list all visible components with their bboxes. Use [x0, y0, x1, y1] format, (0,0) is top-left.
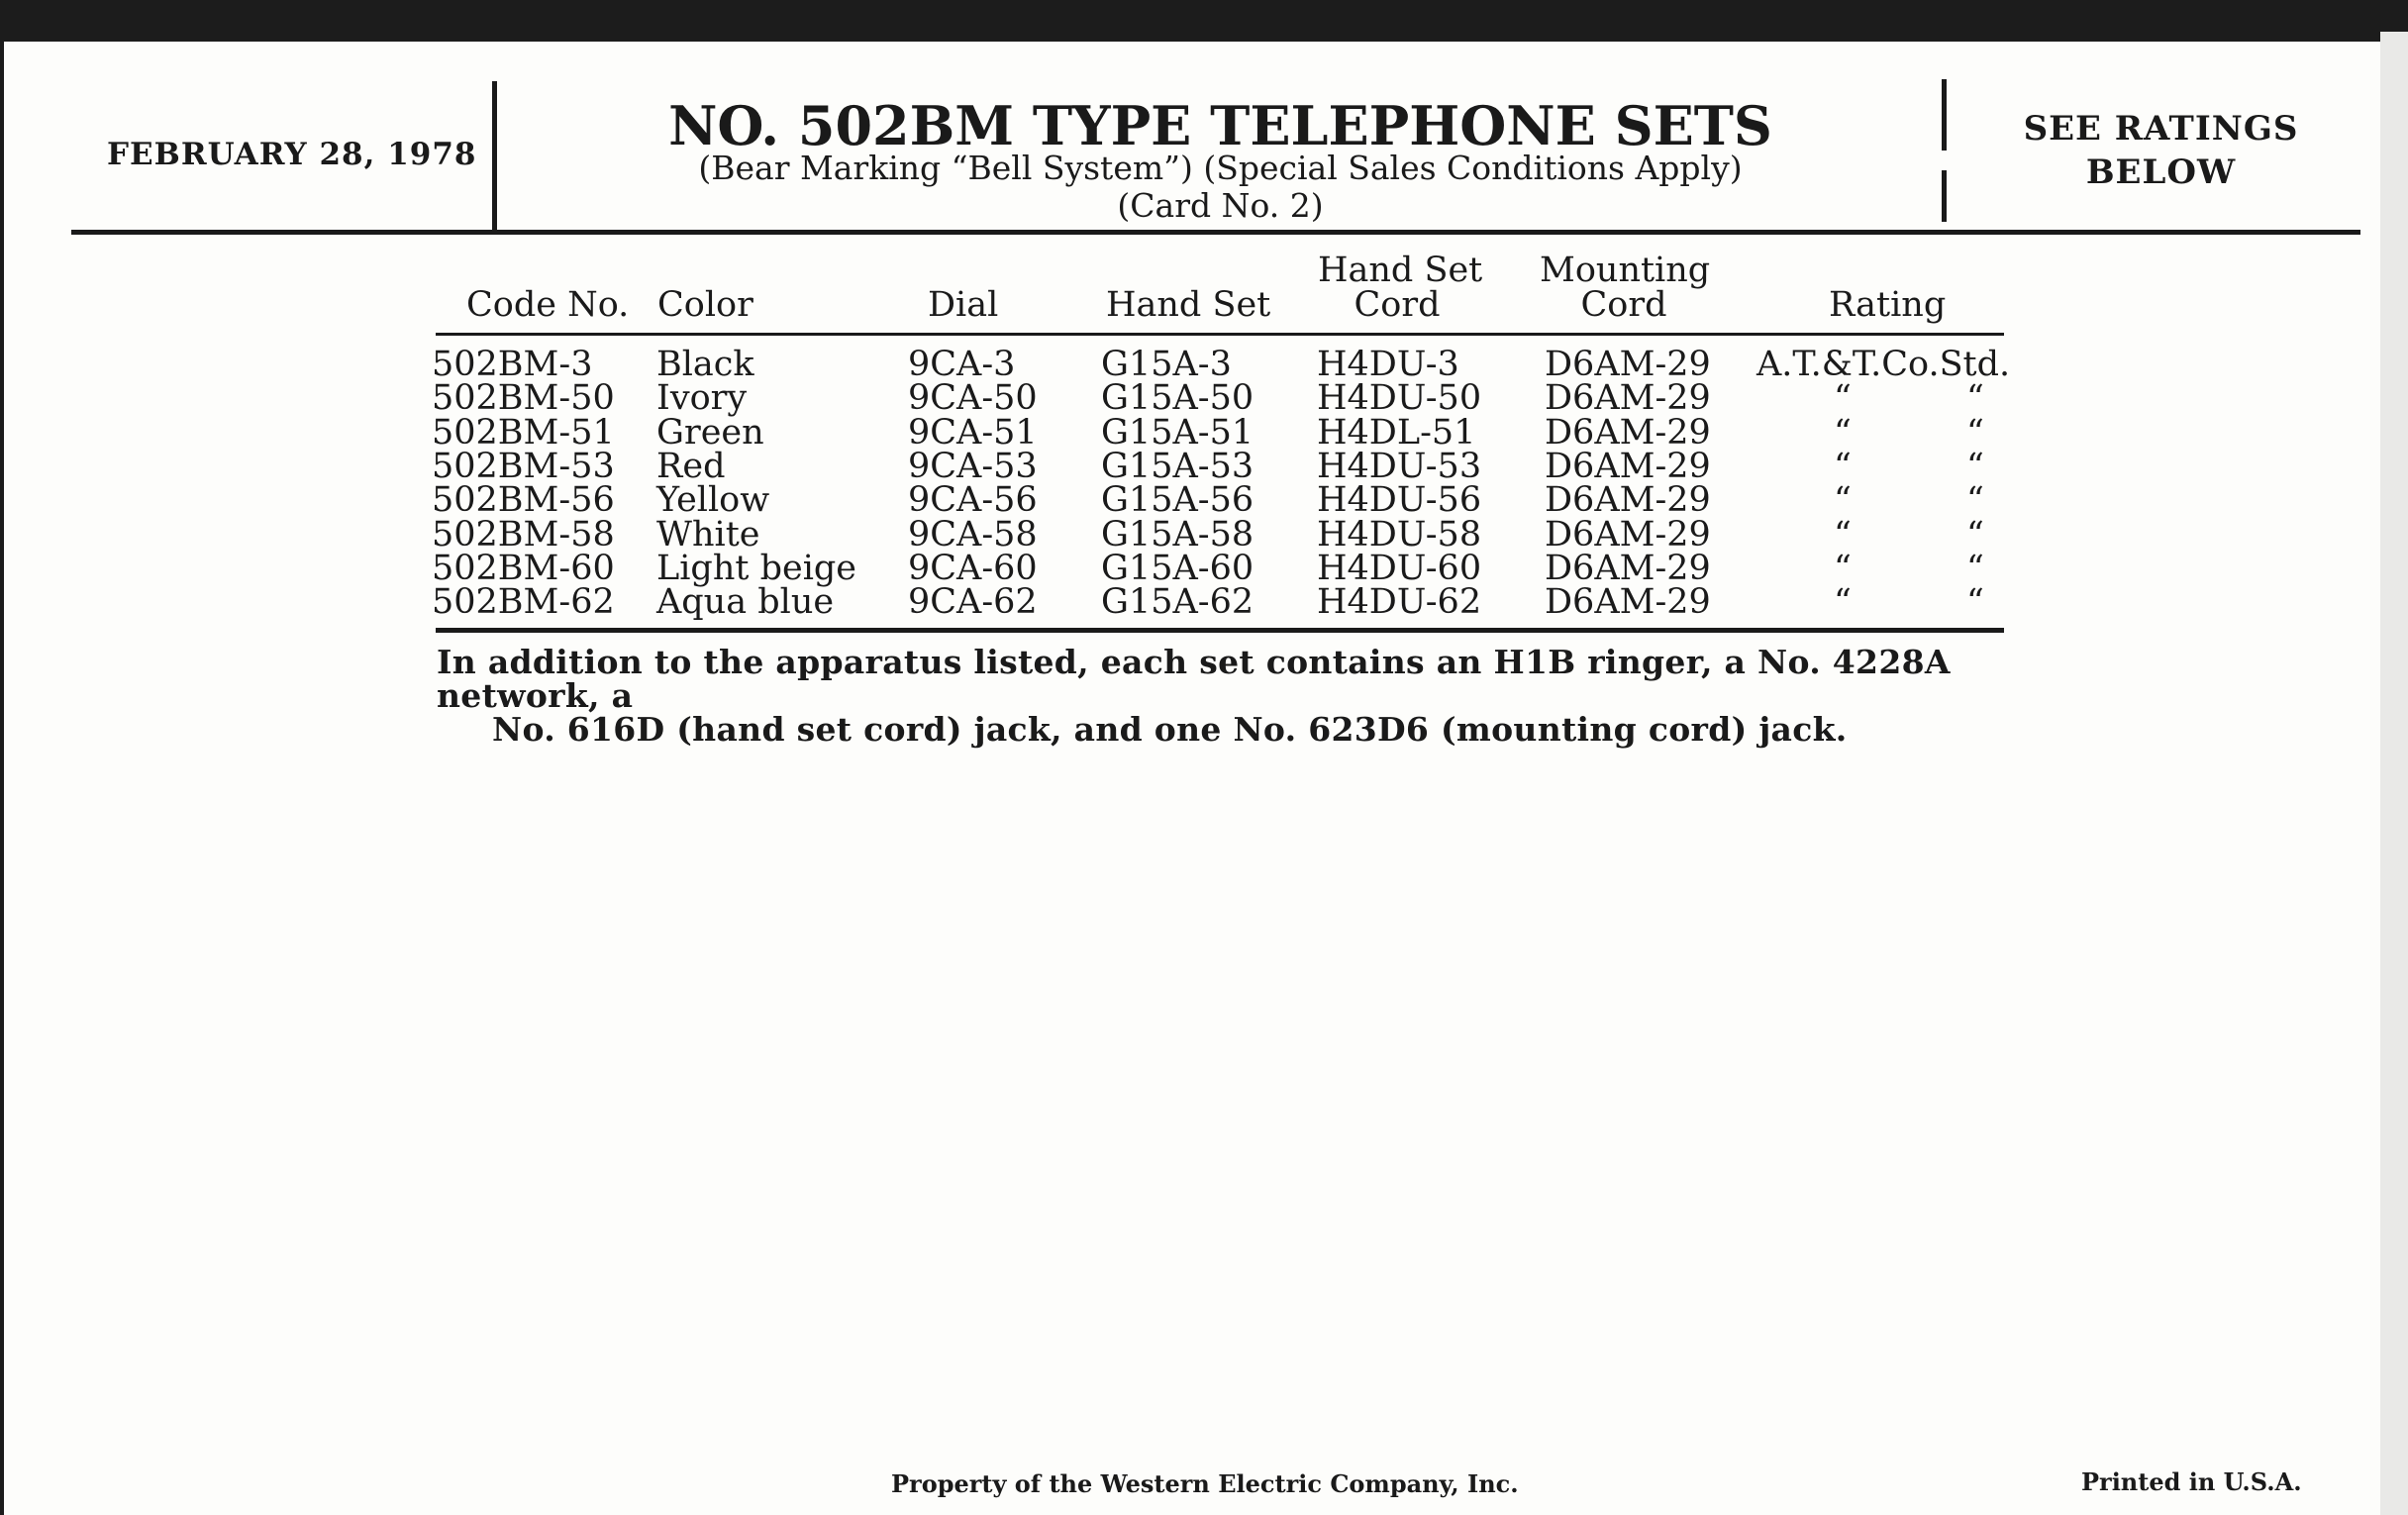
cell-code: 502BM-51 — [432, 412, 615, 453]
cell-rating-ditto: “ — [1834, 582, 1852, 623]
cell-mounting-cord: D6AM-29 — [1545, 378, 1711, 419]
cell-hand-set: G15A-50 — [1101, 378, 1254, 419]
cell-color: Green — [656, 412, 764, 453]
cell-hand-set-cord: H4DU-50 — [1317, 378, 1482, 419]
header-divider-right — [1942, 79, 1947, 151]
card-number: (Card No. 2) — [1117, 186, 1324, 225]
cell-hand-set-cord: H4DU-60 — [1317, 548, 1482, 588]
cell-dial: 9CA-53 — [908, 446, 1038, 486]
column-header-hand-set: Hand Set — [1106, 285, 1271, 325]
cell-mounting-cord: D6AM-29 — [1545, 446, 1711, 486]
cell-dial: 9CA-60 — [908, 548, 1038, 588]
cell-rating-ditto: “ — [1834, 412, 1852, 453]
apparatus-note — [437, 643, 2021, 749]
cell-color: White — [656, 514, 760, 555]
column-header-code: Code No. — [466, 285, 630, 325]
cell-hand-set: G15A-58 — [1101, 514, 1254, 555]
cell-code: 502BM-58 — [432, 514, 615, 555]
cell-code: 502BM-50 — [432, 378, 615, 419]
column-header-hand-set-cord-line2: Cord — [1354, 285, 1441, 325]
cell-dial: 9CA-58 — [908, 514, 1038, 555]
cell-color: Light beige — [656, 548, 857, 588]
cell-code: 502BM-56 — [432, 480, 615, 521]
column-header-mounting-cord-line2: Cord — [1580, 285, 1667, 325]
card-date: FEBRUARY 28, 1978 — [107, 137, 477, 172]
property-notice: Property of the Western Electric Company, Inc. — [891, 1469, 1519, 1498]
cell-hand-set-cord: H4DU-62 — [1317, 582, 1482, 623]
cell-mounting-cord: D6AM-29 — [1545, 514, 1711, 555]
cell-dial: 9CA-3 — [908, 345, 1016, 384]
index-card — [4, 42, 2380, 1515]
cell-dial: 9CA-62 — [908, 582, 1038, 623]
cell-color: Yellow — [656, 480, 770, 521]
cell-code: 502BM-60 — [432, 548, 615, 588]
cell-code: 502BM-62 — [432, 582, 615, 623]
cell-rating-ditto: “ — [1834, 480, 1852, 521]
cell-dial: 9CA-56 — [908, 480, 1038, 521]
cell-dial: 9CA-51 — [908, 412, 1038, 453]
column-header-hand-set-cord-line1: Hand Set — [1318, 251, 1483, 290]
cell-mounting-cord: D6AM-29 — [1545, 548, 1711, 588]
cell-hand-set-cord: H4DU-58 — [1317, 514, 1482, 555]
cell-rating-ditto: “ — [1834, 446, 1852, 486]
cell-rating-ditto: “ — [1966, 548, 1984, 588]
cell-code: 502BM-3 — [432, 345, 593, 384]
column-header-hand-set-cord — [1318, 251, 1483, 325]
header-divider-left — [492, 81, 497, 230]
ratings-notice — [1970, 107, 2352, 194]
column-header-mounting-cord — [1540, 251, 1711, 325]
cell-mounting-cord: D6AM-29 — [1545, 480, 1711, 521]
cell-rating: A.T.&T.Co.Std. — [1756, 345, 2011, 384]
cell-hand-set: G15A-3 — [1101, 345, 1232, 384]
cell-rating-ditto: “ — [1834, 514, 1852, 555]
cell-hand-set-cord: H4DU-3 — [1317, 345, 1459, 384]
cell-color: Black — [656, 345, 754, 384]
cell-hand-set-cord: H4DL-51 — [1317, 412, 1476, 453]
cell-rating-ditto: “ — [1966, 378, 1984, 419]
cell-mounting-cord: D6AM-29 — [1545, 582, 1711, 623]
cell-rating-ditto: “ — [1834, 548, 1852, 588]
cell-hand-set: G15A-60 — [1101, 548, 1254, 588]
note-line1: In addition to the apparatus listed, each set contains an H1B ringer, a No. 4228A network, a — [437, 643, 1951, 715]
note-line2: No. 616D (hand set cord) jack, and one No. 623D6 (mounting cord) jack. — [492, 710, 1848, 749]
column-header-mounting-cord-line1: Mounting — [1540, 251, 1711, 290]
cell-code: 502BM-53 — [432, 446, 615, 486]
column-header-dial: Dial — [928, 285, 999, 325]
cell-rating-ditto: “ — [1966, 514, 1984, 555]
cell-hand-set: G15A-53 — [1101, 446, 1254, 486]
table-header-rule — [436, 333, 2004, 336]
page-title: NO. 502BM TYPE TELEPHONE SETS — [668, 94, 1772, 157]
cell-rating-ditto: “ — [1966, 446, 1984, 486]
cell-rating-ditto: “ — [1966, 582, 1984, 623]
cell-rating-ditto: “ — [1834, 378, 1852, 419]
cell-hand-set: G15A-62 — [1101, 582, 1254, 623]
cell-color: Red — [656, 446, 726, 486]
header-rule — [71, 230, 2360, 235]
cell-mounting-cord: D6AM-29 — [1545, 412, 1711, 453]
cell-mounting-cord: D6AM-29 — [1545, 345, 1711, 384]
page-subtitle: (Bear Marking “Bell System”) (Special Sales Conditions Apply) — [698, 149, 1743, 187]
table-bottom-rule — [436, 628, 2004, 633]
header-divider-right-lower — [1942, 170, 1947, 222]
cell-rating-ditto: “ — [1966, 480, 1984, 521]
ratings-notice-line2: BELOW — [2085, 152, 2237, 192]
cell-hand-set-cord: H4DU-53 — [1317, 446, 1482, 486]
ratings-notice-line1: SEE RATINGS — [2023, 109, 2299, 149]
cell-rating-ditto: “ — [1966, 412, 1984, 453]
cell-hand-set-cord: H4DU-56 — [1317, 480, 1482, 521]
cell-color: Ivory — [656, 378, 748, 419]
cell-hand-set: G15A-56 — [1101, 480, 1254, 521]
column-header-rating: Rating — [1829, 285, 1947, 325]
cell-hand-set: G15A-51 — [1101, 412, 1254, 453]
printed-in-notice: Printed in U.S.A. — [2081, 1467, 2302, 1496]
card-edge — [2380, 32, 2408, 1515]
cell-color: Aqua blue — [656, 582, 835, 623]
column-header-color: Color — [657, 285, 753, 325]
cell-dial: 9CA-50 — [908, 378, 1038, 419]
